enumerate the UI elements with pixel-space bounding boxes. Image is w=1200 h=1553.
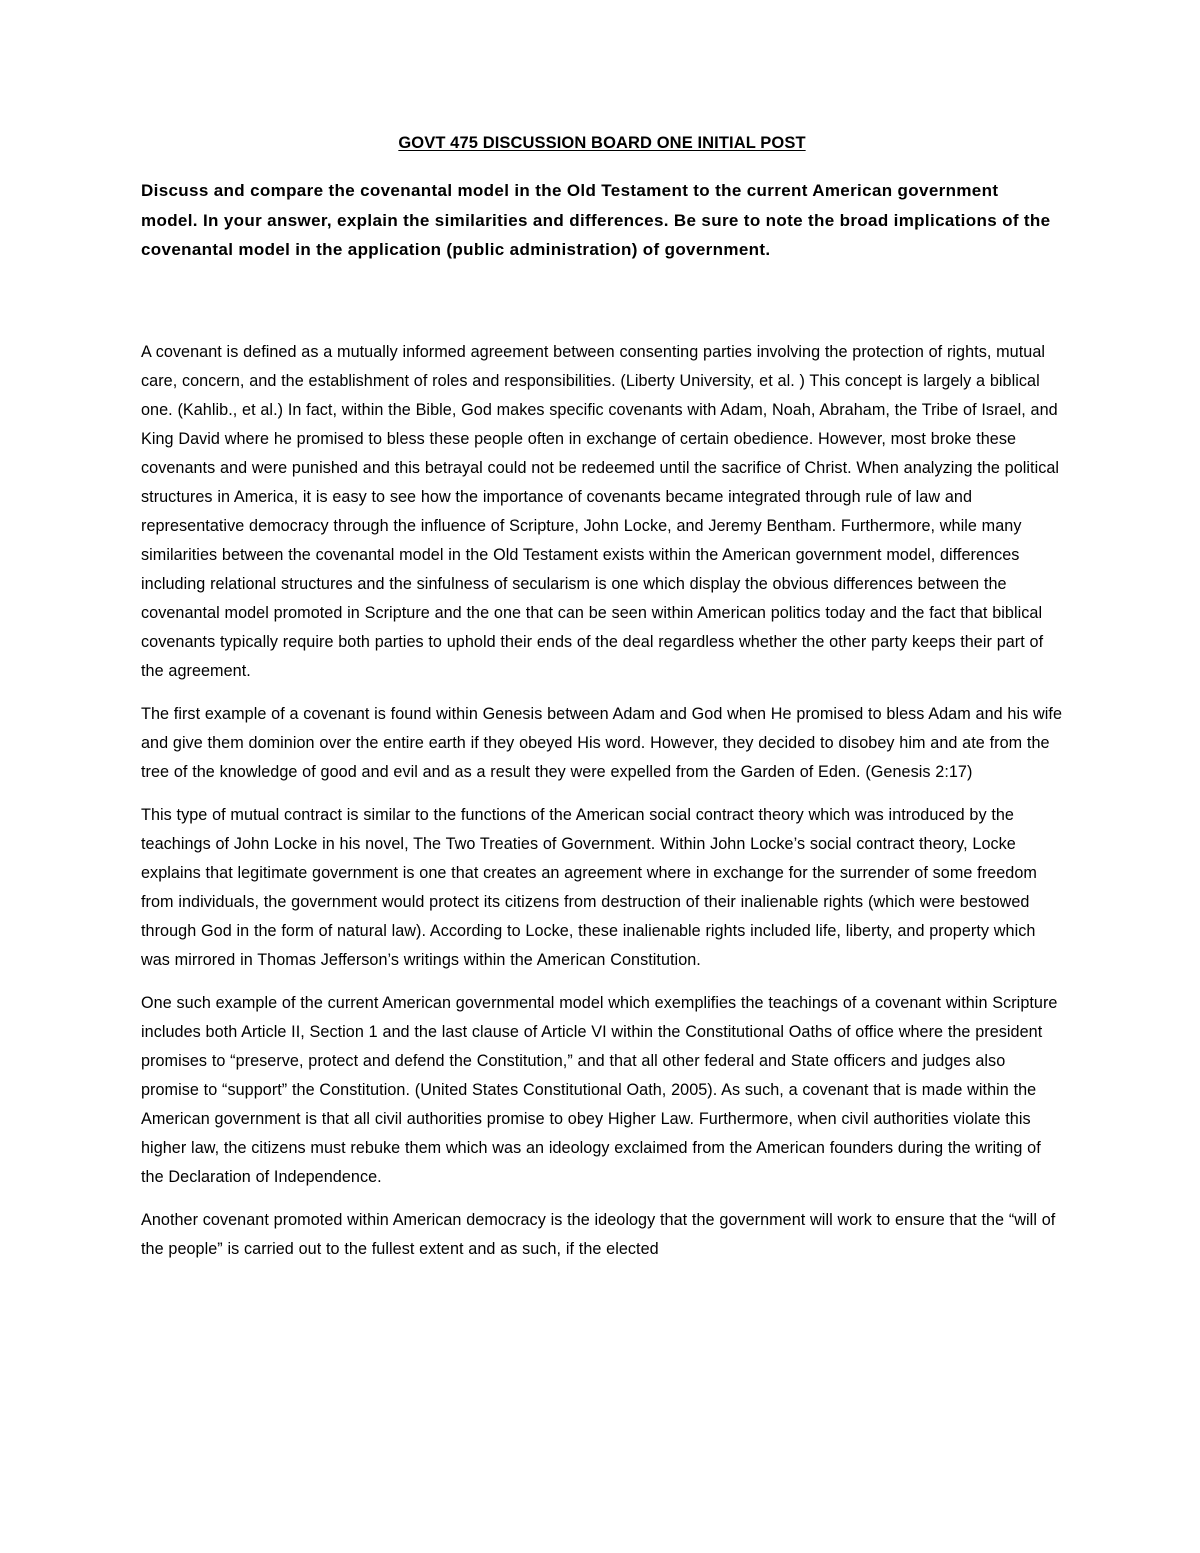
document-title-text: GOVT 475 DISCUSSION BOARD ONE INITIAL POST [398,134,806,152]
body-paragraph: A covenant is defined as a mutually informed agreement between consenting parties involving the protection of rights, mutual care, concern, and the establishment of roles and responsibilities. (Liberty University, et al. ) This concept is largely a biblical one. (Kahlib., et al.) In fact, within the Bible, God makes specific covenants with Adam, Noah, Abraham, the Tribe of Israel, and King David where he promised to bless these people often in exchange of certain obedience. However, most broke these covenants and were punished and this betrayal could not be redeemed until the sacrifice of Christ. When analyzing the political structures in America, it is easy to see how the importance of covenants became integrated through rule of law and representative democracy through the influence of Scripture, John Locke, and Jeremy Bentham. Furthermore, while many similarities between the covenantal model in the Old Testament exists within the American government model, differences including relational structures and the sinfulness of secularism is one which display the obvious differences between the covenantal model promoted in Scripture and the one that can be seen within American politics today and the fact that biblical covenants typically require both parties to uphold their ends of the deal regardless whether the other party keeps their part of the agreement. [141,342,1060,680]
essay-body [141,338,1063,1264]
assignment-prompt: Discuss and compare the covenantal model in the Old Testament to the current American government model. In your answer, explain the similarities and differences. Be sure to note the broad implications of the covenantal model in the application (public administration) of government. [141,181,1051,259]
body-paragraph: The first example of a covenant is found within Genesis between Adam and God when He promised to bless Adam and his wife and give them dominion over the entire earth if they obeyed His word. However, they decided to disobey him and ate from the tree of the knowledge of good and evil and as a result they were expelled from the Garden of Eden. (Genesis 2:17) [141,704,1062,781]
body-paragraph: This type of mutual contract is similar to the functions of the American social contract theory which was introduced by the teachings of John Locke in his novel, The Two Treaties of Government. Within John Locke’s social contract theory, Locke explains that legitimate government is one that creates an agreement where in exchange for the surrender of some freedom from individuals, the government would protect its citizens from destruction of their inalienable rights (which were bestowed through God in the form of natural law). According to Locke, these inalienable rights included life, liberty, and property which was mirrored in Thomas Jefferson’s writings within the American Constitution. [141,805,1037,969]
document-content-area [141,132,1063,1264]
body-paragraph: One such example of the current American governmental model which exemplifies the teachings of a covenant within Scripture includes both Article II, Section 1 and the last clause of Article VI within the Constitutional Oaths of office where the president promises to “preserve, protect and defend the Constitution,” and that all other federal and State officers and judges also promise to “support” the Constitution. (United States Constitutional Oath, 2005). As such, a covenant that is made within the American government is that all civil authorities promise to obey Higher Law. Furthermore, when civil authorities violate this higher law, the citizens must rebuke them which was an ideology exclaimed from the American founders during the writing of the Declaration of Independence. [141,993,1058,1186]
body-paragraph: Another covenant promoted within American democracy is the ideology that the government will work to ensure that the “will of the people” is carried out to the fullest extent and as such, if the elected [141,1210,1056,1258]
document-title [141,132,1063,154]
prompt-body-spacer [141,298,1063,338]
